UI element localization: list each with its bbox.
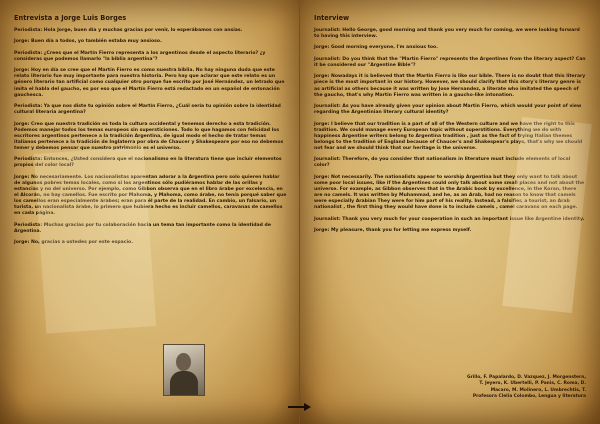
credits-block	[446, 375, 586, 400]
credits-line: T. Jeyero, K. Ubertelli, P. Panis, C. Roma, D.	[479, 381, 586, 387]
interview-paragraph: Journalist: Hello George, good morning and thank you very much for coming, we were looking forward to having this interview.	[314, 28, 580, 40]
borges-photo	[163, 344, 205, 396]
interview-paragraph: Jorge: Nowadays it is believed that the Martin Fierro is like our bible. There is no doubt that this literary piece is the most important in our history. However, we should clarify that this story's literary genre is as artificial as others because it was written by Jose Hernandez, a literate who imitated the speech of the gaucho, that's why Martin Fierro was written in a gaucho-like intonation.	[314, 74, 586, 98]
interview-paragraph: Journalist: As you have already given your opinion about Martin Fierro, which would your point of view regarding the Argentinian literary cultural identity?	[314, 104, 582, 116]
credits-line: Profesora Clelia Colombo, Lengua y literatura	[472, 393, 586, 399]
right-interview-body	[314, 28, 586, 234]
interview-paragraph: Periodista: Hola Jorge, buen día y muchas gracias por venir, lo esperábamos con ansias.	[14, 28, 243, 33]
interview-paragraph: Jorge: No, gracias a ustedes por este espacio.	[14, 240, 133, 246]
interview-paragraph: Periodista: Entonces, ¿Usted considera que el nacionalismo en la literatura tiene que incluir elementos propios del color local?	[14, 157, 282, 169]
interview-paragraph: Periodista: Ya que nos diste tu opinión sobre el Martín Fierro, ¿Cuál sería tu opinión sobre la identidad cultural literaria argentina?	[14, 104, 281, 116]
interview-paragraph: Journalist: Do you think that the "Martin Fierro" represents the Argentines from the literary aspect? Can it be considered our "Argentine Bible"?	[314, 56, 586, 68]
left-page-title: Entrevista a Jorge Luis Borges	[14, 14, 127, 22]
interview-paragraph: Jorge: Not necessarily. The nationalists appear to worship Argentina but they only want to talk about some poor local issues, like if the Argentines could only talk about some small places and not about the universe. For example, as Gibbon observes that in the Arabic book by excellence, in the Koran, there are no camels. It was written by Muhammad, and he, as an Arab, had no reason to know that camels were especially Arabian They were for him part of his reality. Instead, a falsifier, a tourist, an Arab nationalist , the first thing they would have done is to include camels , camel caravans on each page.	[314, 174, 585, 211]
next-page-arrow-icon[interactable]	[288, 402, 312, 412]
credits-line: Macaro, M. Molinero, L. Umbrechtis, T.	[490, 387, 586, 393]
interview-paragraph: Periodista: ¿Crees que el Martín Fierro representa a los argentinos desde el aspecto literario? ¿y consideras que podemos llamarlo "la biblia argentina"?	[14, 50, 266, 62]
left-interview-body	[14, 28, 287, 246]
interview-paragraph: Jorge: Buen día a todos, yo también estaba muy ansioso.	[14, 39, 162, 45]
credits-line: Grillo, F. Papalardo, D. Vazquez, J. Morgenstern,	[467, 375, 586, 381]
interview-paragraph: Jorge: Good morning everyone, I'm anxious too.	[314, 45, 438, 51]
interview-paragraph: Journalist: Therefore, do you consider that nationalism in literature must include elements of local color?	[314, 157, 571, 169]
interview-paragraph: Jorge: No necesariamente. Los nacionalistas aparentan adorar a la Argentina pero solo quieren hablar de algunos pobres temas locales, como si los argentinos sólo pudiéramos hablar de las orillas y estancias y no del universo. Por ejemplo, como Gibbon observa que en el libro árabe por excelencia, en el Alcorán, no hay camellos. Fue escrito por Mahoma, y Mahoma, como árabe, no tenía porqué saber que los camellos eran especialmente árabes; eran para él parte de la realidad. En cambio, un falsario, un turista, un nacionalista árabe, lo primero que hubiera hecho es incluir camellos, caravanas de camellos en cada página.	[14, 174, 287, 217]
interview-paragraph: Periodista: Muchas gracias por tu colaboración hacia un tema tan importante como la identidad de Argentina.	[14, 222, 271, 234]
interview-paragraph: Jorge: Creo que nuestra tradición es toda la cultura occidental y tenemos derecho a esta tradición. Podemos manejar todos los temas europeos sin supersticiones. Todo lo que hagamos con felicidad los escritores argentinos pertenece a la tradición Argentina, de igual modo el hecho de tratar temas italianos pertenece a la tradición de Inglaterra por obra de Chaucer y Shakespeare por eso no debemos temer y debemos pensar que nuestro patrimonio es el universo.	[14, 121, 284, 151]
interview-paragraph: Journalist: Thank you very much for your cooperation in such an important issue like Argentine identity.	[314, 216, 585, 222]
right-page	[300, 0, 600, 424]
interview-paragraph: Jorge: I believe that our tradition is a part of all of the Western culture and we have the right to this tradition. We could manage every European topic without superstitions. Everything we do with happiness Argentine writers belong to Argentina tradition , just as the fact of trying Italian themes belongs to the tradition of England because of Chaucer's and Shakespear's plays, that's why we should not fear and we should think that our heritage is the universe.	[314, 121, 583, 151]
interview-paragraph: Jorge: My pleasure, thank you for letting me express myself.	[314, 228, 472, 234]
interview-paragraph: Jorge: Hoy en día se cree que el Martín Fierro es como nuestra biblia. No hay ninguna duda que este relato literario fue muy importante para nuestra historia. Pero hay que aclarar que este relato es un género literario tan artificial como cualquier otro porque fue escrito por José Hernández, un letrado que imita el habla del gaucho, es por eso que el Martín Fierro está redactado en un español de entonación gauchesca.	[14, 68, 285, 98]
right-page-title: Interview	[314, 14, 350, 22]
